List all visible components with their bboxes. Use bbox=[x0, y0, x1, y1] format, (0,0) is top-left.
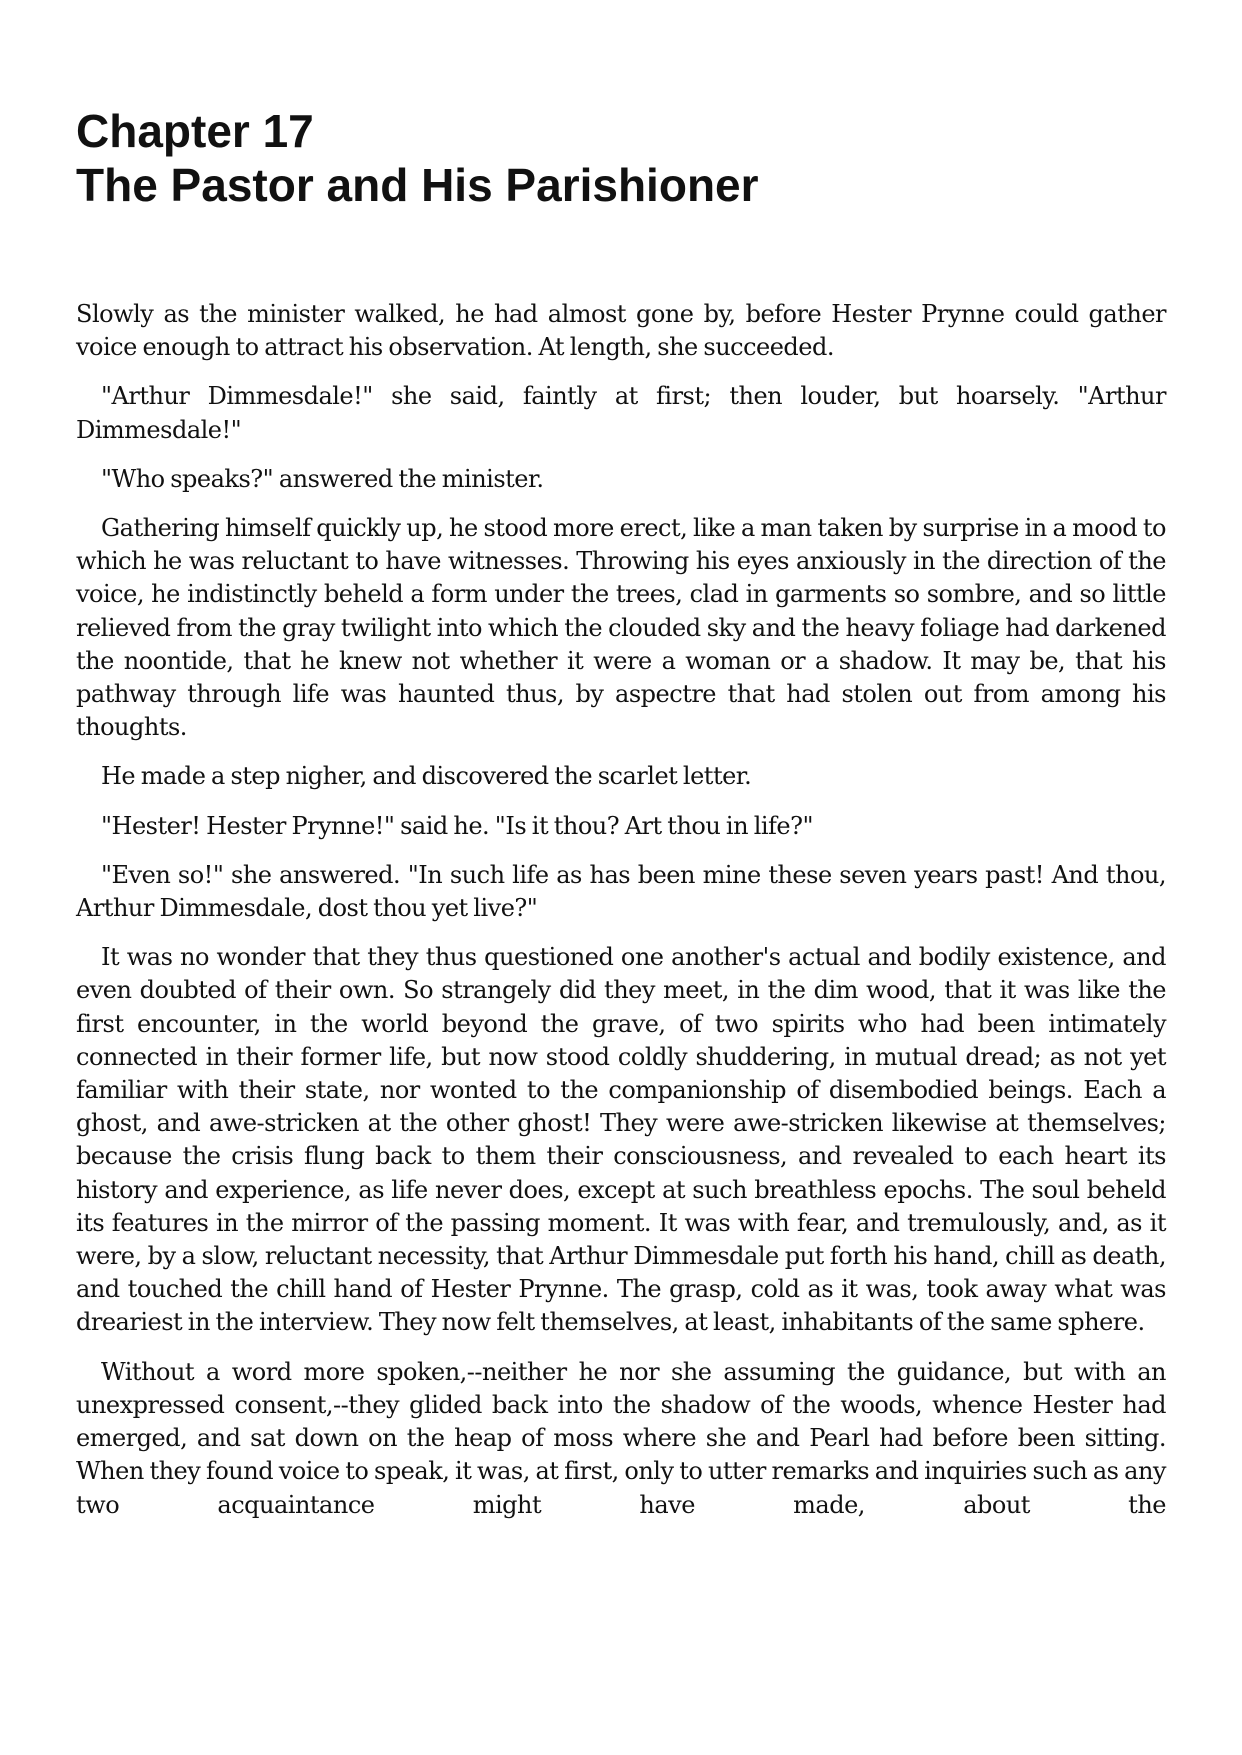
paragraph: Without a word more spoken,--neither he nor she assuming the guidance, but with an unexpressed consent,--they glided back into the shadow of the woods, whence Hester had emerged, and sat down on the heap of moss where she and Pearl had before been sitting. When they found voice to speak, it was, at first, only to utter remarks and inquiries such as any two acquaintance might have made, about the bbox=[76, 1357, 1166, 1519]
paragraph: "Even so!" she answered. "In such life as has been mine these seven years past! And thou, Arthur Dimmesdale, dost thou yet live?" bbox=[76, 860, 1166, 923]
paragraph: Gathering himself quickly up, he stood more erect, like a man taken by surprise in a mood to which he was reluctant to have witnesses. Throwing his eyes anxiously in the direction of the voice, he indistinctly beheld a form under the trees, clad in garments so sombre, and so little relieved from the gray twilight into which the clouded sky and the heavy foliage had darkened the noontide, that he knew not whether it were a woman or a shadow. It may be, that his pathway through life was haunted thus, by aspectre that had stolen out from among his thoughts. bbox=[76, 514, 1166, 742]
paragraph: It was no wonder that they thus questioned one another's actual and bodily existence, and even doubted of their own. So strangely did they meet, in the dim wood, that it was like the first encounter, in the world beyond the grave, of two spirits who had been intimately connected in their former life, but now stood coldly shuddering, in mutual dread; as not yet familiar with their state, nor wonted to the companionship of disembodied beings. Each a ghost, and awe-stricken at the other ghost! They were awe-stricken likewise at themselves; because the crisis flung back to them their consciousness, and revealed to each heart its history and experience, as life never does, except at such breathless epochs. The soul beheld its features in the mirror of the passing moment. It was with fear, and tremulously, and, as it were, by a slow, reluctant necessity, that Arthur Dimmesdale put forth his hand, chill as death, and touched the chill hand of Hester Prynne. The grasp, cold as it was, took away what was dreariest in the interview. They now felt themselves, at least, inhabitants of the same sphere. bbox=[76, 943, 1166, 1337]
paragraph: "Arthur Dimmesdale!" she said, faintly at first; then louder, but hoarsely. "Arthur Dimmesdale!" bbox=[76, 382, 1166, 444]
paragraph: He made a step nigher, and discovered the scarlet letter. bbox=[101, 762, 752, 791]
paragraph: "Who speaks?" answered the minister. bbox=[101, 464, 544, 493]
page bbox=[76, 104, 1166, 1522]
paragraph: Slowly as the minister walked, he had almost gone by, before Hester Prynne could gather voice enough to attract his observation. At length, she succeeded. bbox=[76, 300, 1166, 362]
chapter-number: Chapter 17 bbox=[76, 105, 314, 157]
chapter-body bbox=[76, 298, 1166, 1522]
chapter-heading bbox=[76, 104, 1166, 212]
chapter-title: The Pastor and His Parishioner bbox=[76, 159, 759, 211]
paragraph: "Hester! Hester Prynne!" said he. "Is it thou? Art thou in life?" bbox=[101, 811, 814, 840]
